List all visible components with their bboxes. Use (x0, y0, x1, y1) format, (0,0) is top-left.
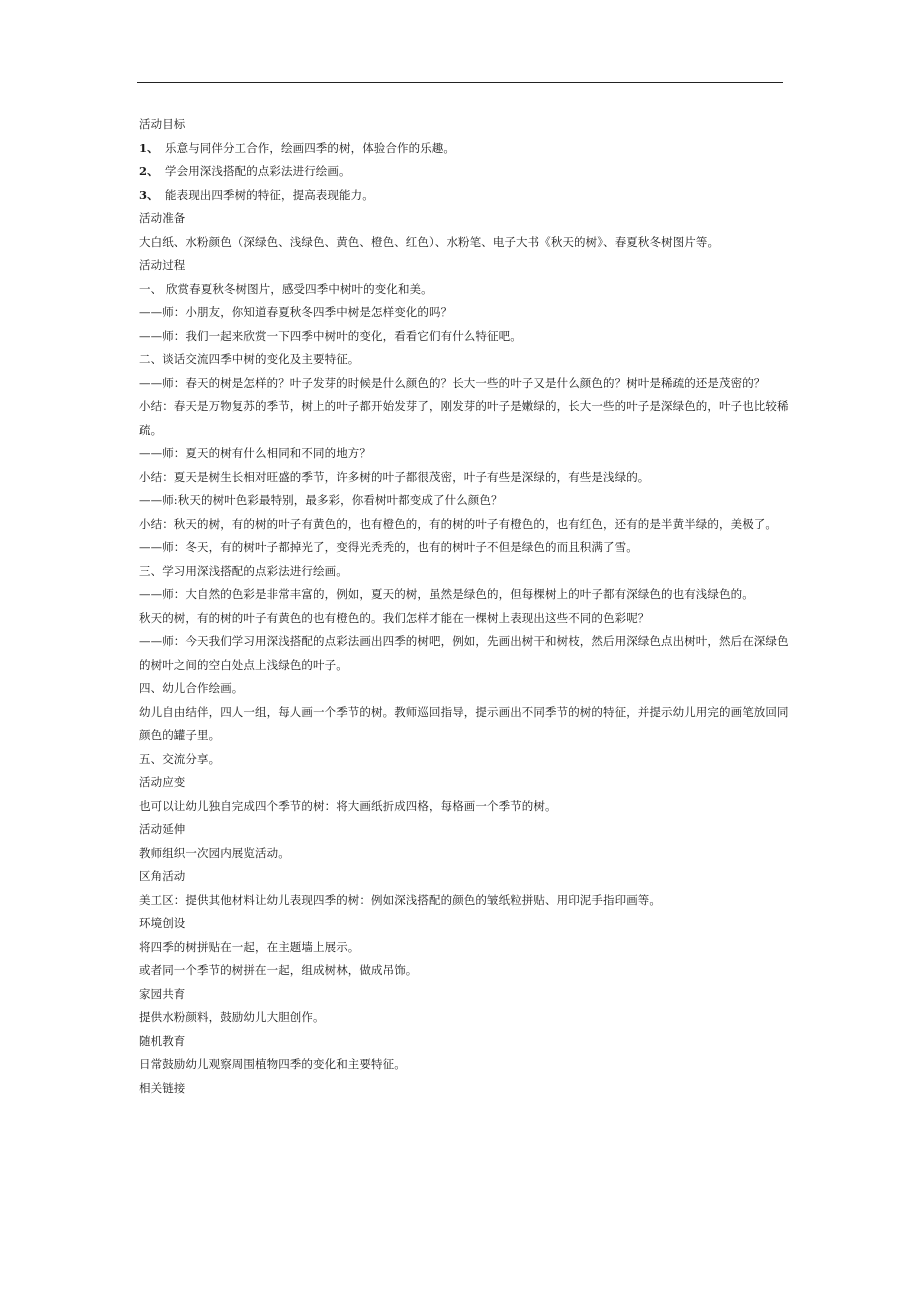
paragraph: 秋天的树，有的树的叶子有黄色的也有橙色的。我们怎样才能在一棵树上表现出这些不同的色彩呢？ (139, 610, 650, 625)
paragraph: 幼儿自由结伴，四人一组，每人画一个季节的树。教师巡回指导，提示画出不同季节的树的特征，并提示幼儿用完的画笔放回同颜色的罐子里。 (139, 704, 789, 742)
goal-text: 能表现出四季树的特征，提高表现能力。 (165, 187, 374, 202)
paragraph: ——师：夏天的树有什么相同和不同的地方？ (139, 446, 371, 460)
paragraph: ——师：小朋友，你知道春夏秋冬四季中树是怎样变化的吗？ (139, 305, 453, 319)
goal-text: 学会用深浅搭配的点彩法进行绘画。 (165, 164, 351, 178)
section-heading-goals: 活动目标 (139, 117, 186, 131)
paragraph: 教师组织一次园内展览活动。 (139, 845, 290, 860)
paragraph: 将四季的树拼贴在一起，在主题墙上展示。 (139, 939, 360, 954)
process-step-1-title: 一、 欣赏春夏秋冬树图片，感受四季中树叶的变化和美。 (139, 281, 433, 296)
section-heading-process: 活动过程 (139, 258, 186, 272)
goal-item (139, 160, 789, 184)
section-heading-prep: 活动准备 (139, 211, 186, 225)
paragraph: 日常鼓励幼儿观察周围植物四季的变化和主要特征。 (139, 1057, 406, 1071)
goal-number: 3、 (139, 187, 159, 202)
section-heading-environment: 环境创设 (139, 916, 186, 930)
header-rule (137, 82, 783, 83)
paragraph: 提供水粉颜料，鼓励幼儿大胆创作。 (139, 1010, 325, 1024)
paragraph: ——师：今天我们学习用深浅搭配的点彩法画出四季的树吧，例如，先画出树干和树枝，然后用深绿色点出树叶，然后在深绿色的树叶之间的空白处点上浅绿色的叶子。 (139, 634, 789, 672)
prep-text: 大白纸、水粉颜色（深绿色、浅绿色、黄色、橙色、红色）、水粉笔、电子大书《秋天的树》、春夏秋冬树图片等。 (139, 234, 720, 249)
paragraph: ——师：我们一起来欣赏一下四季中树叶的变化，看看它们有什么特征吧。 (139, 328, 522, 343)
document-body (139, 113, 789, 1100)
paragraph: ——师：春天的树是怎样的？叶子发芽的时候是什么颜色的？长大一些的叶子又是什么颜色的？树叶是稀疏的还是茂密的？ (139, 375, 766, 390)
goal-text: 乐意与同伴分工合作，绘画四季的树，体验合作的乐趣。 (165, 140, 455, 155)
section-heading-links: 相关链接 (139, 1080, 186, 1095)
goal-item (139, 184, 789, 208)
section-heading-home: 家园共育 (139, 986, 186, 1001)
goal-number: 2、 (139, 164, 159, 178)
section-heading-corner: 区角活动 (139, 869, 186, 883)
process-step-5-title: 五、交流分享。 (139, 751, 221, 766)
paragraph: ——师:秋天的树叶色彩最特别，最多彩，你看树叶都变成了什么颜色？ (139, 493, 503, 507)
paragraph: ——师：冬天，有的树叶子都掉光了，变得光秃秃的，也有的树叶子不但是绿色的而且积满了雪。 (139, 540, 638, 554)
paragraph: ——师：大自然的色彩是非常丰富的，例如，夏天的树，虽然是绿色的，但每棵树上的叶子都有深绿色的也有浅绿色的。 (139, 587, 754, 601)
paragraph: 小结：秋天的树，有的树的叶子有黄色的，也有橙色的，有的树的叶子有橙色的，也有红色，还有的是半黄半绿的，美极了。 (139, 516, 777, 531)
goal-number: 1、 (139, 140, 159, 155)
process-step-4-title: 四、幼儿合作绘画。 (139, 681, 244, 695)
paragraph: 也可以让幼儿独自完成四个季节的树：将大画纸折成四格，每格画一个季节的树。 (139, 798, 557, 813)
section-heading-random: 随机教育 (139, 1033, 186, 1048)
goal-item (139, 137, 789, 161)
paragraph: 或者同一个季节的树拼在一起，组成树林，做成吊饰。 (139, 963, 418, 977)
paragraph: 小结：夏天是树生长相对旺盛的季节，许多树的叶子都很茂密，叶子有些是深绿的，有些是浅绿的。 (139, 469, 650, 484)
process-step-3-title: 三、学习用深浅搭配的点彩法进行绘画。 (139, 563, 348, 578)
section-heading-adapt: 活动应变 (139, 775, 186, 789)
paragraph: 小结：春天是万物复苏的季节，树上的叶子都开始发芽了，刚发芽的叶子是嫩绿的，长大一些的叶子是深绿色的，叶子也比较稀疏。 (139, 399, 789, 437)
process-step-2-title: 二、谈话交流四季中树的变化及主要特征。 (139, 352, 360, 366)
paragraph: 美工区：提供其他材料让幼儿表现四季的树：例如深浅搭配的颜色的皱纸粒拼贴、用印泥手指印画等。 (139, 892, 661, 907)
section-heading-extension: 活动延伸 (139, 822, 186, 836)
